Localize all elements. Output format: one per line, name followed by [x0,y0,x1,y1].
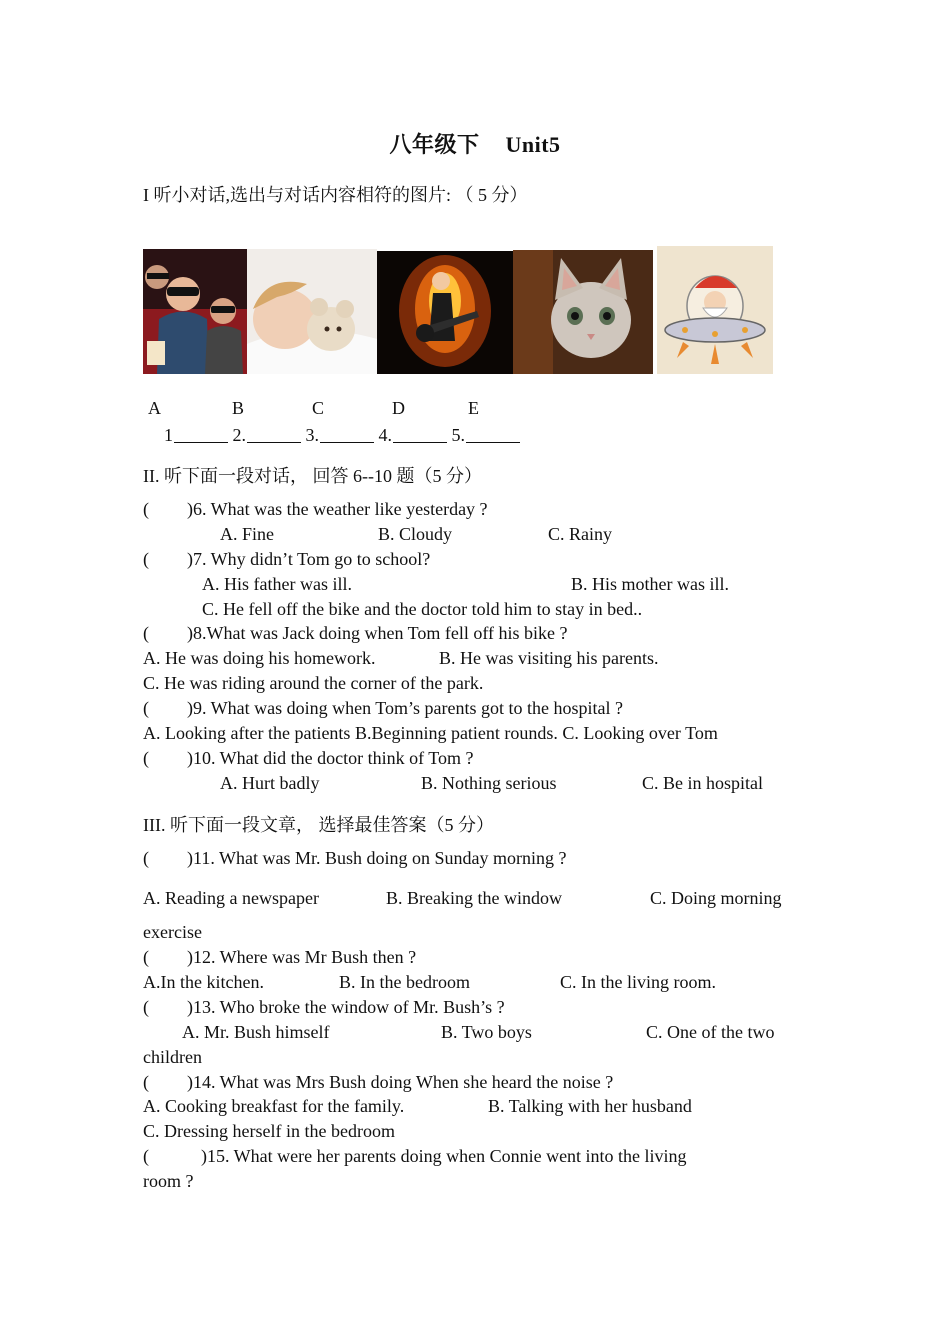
question-14-option-a: A. Cooking breakfast for the family. [143,1096,405,1116]
kitten-image [513,250,653,374]
question-10-option-a: A. Hurt badly [220,773,320,793]
blank-1-number: 1 [164,425,173,445]
question-8-option-c: C. He was riding around the corner of the park. [143,673,484,693]
question-12 [143,945,416,969]
question-10-paren: ( [143,748,149,768]
question-6-option-b: B. Cloudy [378,524,453,544]
blank-2[interactable] [247,426,301,443]
title-chinese: 八年级下 [389,132,480,157]
page-title [0,128,950,159]
question-7-paren: ( [143,549,149,569]
question-8-option-a: A. He was doing his homework. [143,648,376,668]
question-13-option-a: A. Mr. Bush himself [182,1022,330,1042]
question-14-paren: ( [143,1072,149,1092]
title-unit: Unit5 [505,132,561,157]
question-13 [143,995,505,1019]
movie-audience-3d-glasses-image [143,249,247,374]
question-9-stem: )9. What was doing when Tom’s parents got to the hospital ? [187,698,624,718]
question-12-option-b: B. In the bedroom [339,972,470,992]
question-12-paren: ( [143,947,149,967]
question-15 [143,1144,687,1168]
question-10-stem: )10. What did the doctor think of Tom ? [187,748,474,768]
question-7-option-a: A. His father was ill. [202,574,352,594]
question-7 [143,547,430,571]
question-13-option-c-wrap: children [143,1047,202,1067]
picture-label-d: D [392,398,405,418]
fire-guitar-performer-image [377,251,513,374]
question-15-stem: )15. What were her parents doing when Connie went into the living [201,1146,687,1166]
question-9-options: A. Looking after the patients B.Beginning patient rounds. C. Looking over Tom [143,723,718,743]
question-13-option-b: B. Two boys [441,1022,532,1042]
question-11 [143,846,566,870]
child-sleeping-with-teddy-bear-image [247,249,377,374]
question-10-option-b: B. Nothing serious [421,773,557,793]
blank-1[interactable] [174,426,228,443]
question-9-paren: ( [143,698,149,718]
question-11-stem: )11. What was Mr. Bush doing on Sunday morning ? [187,848,567,868]
question-9 [143,696,623,720]
question-11-option-c: C. Doing morning [650,888,782,908]
question-8 [143,621,568,645]
question-15-paren: ( [143,1146,149,1166]
answer-blanks [164,423,520,447]
blank-3[interactable] [320,426,374,443]
question-13-option-c: C. One of the two [646,1022,775,1042]
question-7-stem: )7. Why didn’t Tom go to school? [187,549,431,569]
question-11-paren: ( [143,848,149,868]
question-12-option-a: A.In the kitchen. [143,972,264,992]
blank-2-number: 2. [232,425,246,445]
question-13-stem: )13. Who broke the window of Mr. Bush’s ? [187,997,505,1017]
question-11-option-b: B. Breaking the window [386,888,562,908]
question-11-option-a: A. Reading a newspaper [143,888,319,908]
question-6-option-a: A. Fine [220,524,274,544]
blank-5-number: 5. [451,425,465,445]
question-15-wrap: room ? [143,1171,194,1191]
question-14-stem: )14. What was Mrs Bush doing When she heard the noise ? [187,1072,614,1092]
section1-heading: I 听小对话,选出与对话内容相符的图片: （ 5 分） [143,185,528,205]
question-10-option-c: C. Be in hospital [642,773,763,793]
question-14-option-b: B. Talking with her husband [488,1096,692,1116]
question-11-option-c-wrap: exercise [143,922,202,942]
question-8-paren: ( [143,623,149,643]
question-7-option-b: B. His mother was ill. [571,574,729,594]
question-14-option-c: C. Dressing herself in the bedroom [143,1121,395,1141]
question-8-stem: )8.What was Jack doing when Tom fell off his bike ? [187,623,568,643]
question-6-paren: ( [143,499,149,519]
question-13-paren: ( [143,997,149,1017]
picture-label-a: A [148,398,161,418]
question-6 [143,497,488,521]
blank-4[interactable] [393,426,447,443]
question-12-option-c: C. In the living room. [560,972,716,992]
question-6-option-c: C. Rainy [548,524,613,544]
blank-3-number: 3. [305,425,319,445]
question-10 [143,746,474,770]
section2-heading: II. 听下面一段对话， 回答 6--10 题（5 分） [143,466,482,486]
blank-4-number: 4. [378,425,392,445]
section3-heading: III. 听下面一段文章， 选择最佳答案（5 分） [143,815,494,835]
blank-5[interactable] [466,426,520,443]
question-8-option-b: B. He was visiting his parents. [439,648,659,668]
picture-label-b: B [232,398,245,418]
cartoon-ufo-santa-image [657,246,773,374]
question-14 [143,1070,613,1094]
question-12-stem: )12. Where was Mr Bush then ? [187,947,417,967]
question-7-option-c: C. He fell off the bike and the doctor told him to stay in bed.. [202,599,643,619]
picture-label-e: E [468,398,479,418]
picture-label-c: C [312,398,325,418]
question-6-stem: )6. What was the weather like yesterday ? [187,499,488,519]
